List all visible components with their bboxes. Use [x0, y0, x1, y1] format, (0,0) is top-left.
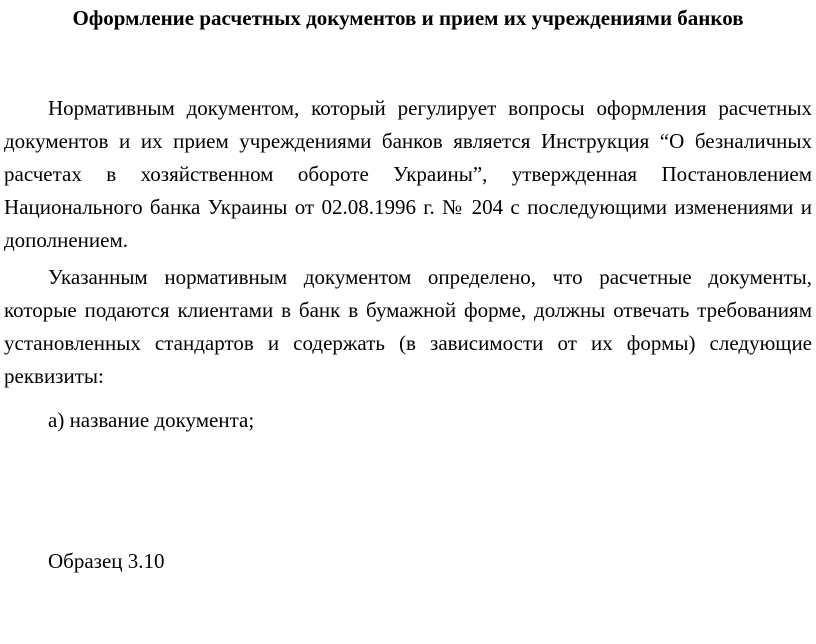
- sample-label: Образец 3.10: [48, 549, 165, 573]
- list-item-document-name: а) название документа;: [48, 408, 255, 432]
- paragraph-requirements: Указанным нормативным документом определено, что расчетные документы, которые подаются клиентами в банк в бумажной форме, должны отвечать требованиям установленных стандартов и содержать (в зависимости от их формы) следующие реквизиты:: [4, 265, 812, 388]
- document-title: Оформление расчетных документов и прием их учреждениями банков: [72, 6, 744, 30]
- paragraph-normative-document: Нормативным документом, который регулирует вопросы оформления расчетных документов и их прием учреждениями банков является Инструкция “О безналичных расчетах в хозяйственном обороте Украины”, утвержденная Постановлением Национального банка Украины от 02.08.1996 г. № 204 с последующими изменениями и дополнением.: [4, 96, 812, 252]
